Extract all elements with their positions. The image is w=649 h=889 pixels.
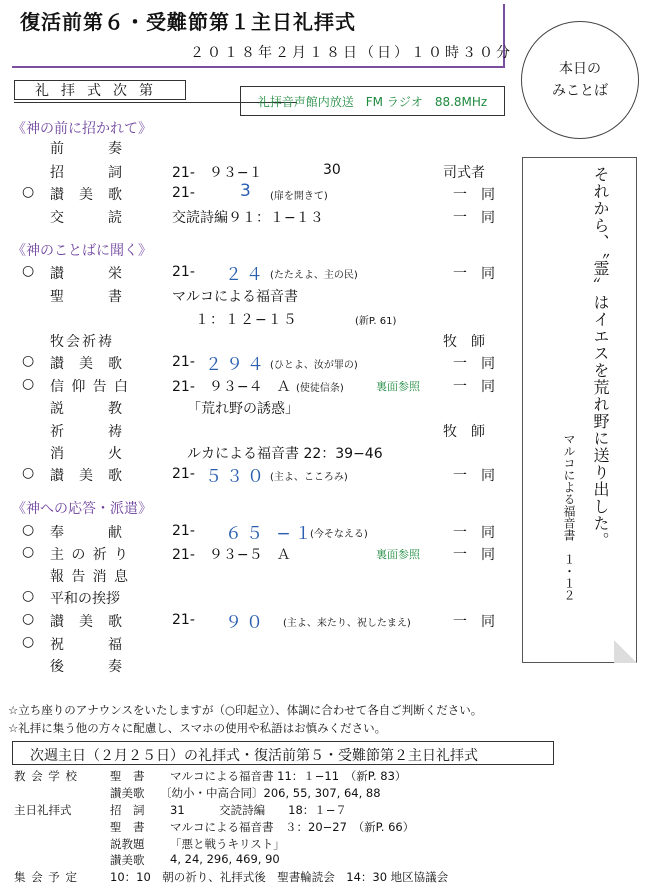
praise-title: (たたえよ、主の民) bbox=[270, 270, 358, 281]
note-etiquette: ☆礼拝に集う他の方々に配慮し、スマホの使用や私語はお慎みください。 bbox=[8, 721, 387, 735]
call-number-2: 30 bbox=[323, 162, 341, 178]
offering-prefix: 21- bbox=[172, 523, 195, 539]
church-school-label: 教 会 学 校 bbox=[14, 769, 78, 783]
hymn4-label: 讃 美 歌 bbox=[50, 614, 122, 630]
peace-greeting-label: 平和の挨拶 bbox=[50, 591, 120, 607]
note-standing: ☆立ち座りのアナウンスをいたしますが（○印起立）、体調に合わせて各自ご判断ください。 bbox=[8, 703, 483, 717]
hymn4-prefix: 21- bbox=[172, 612, 195, 628]
verse-reference: マルコによる福音書 １・１２ bbox=[562, 433, 576, 601]
ms-hymn-label: 讃美歌 bbox=[110, 853, 145, 867]
call-role: 司式者 bbox=[443, 165, 485, 181]
hymn1-label: 讃 美 歌 bbox=[50, 187, 122, 203]
hymn3-prefix: 21- bbox=[172, 466, 195, 482]
sermon-title: 「荒れ野の誘惑」 bbox=[187, 401, 299, 417]
scripture-book: マルコによる福音書 bbox=[172, 289, 298, 305]
scripture-page: (新P. 61) bbox=[355, 316, 397, 327]
responsive-text: 交読詩編９１：１−１３ bbox=[172, 210, 324, 226]
meetings-schedule: 10：10 朝の祈り、礼拝式後 聖書輪読会 14：30 地区協議会 bbox=[110, 870, 449, 884]
pastoral-prayer-role: 牧 師 bbox=[443, 334, 485, 350]
main-service-label: 主日礼拝式 bbox=[14, 803, 72, 817]
creed-title: (使徒信条) bbox=[296, 383, 344, 394]
service-date: ２０１８年２月１８日（日）１０時３０分 bbox=[190, 45, 513, 61]
announcements-label: 報 告 消 息 bbox=[50, 569, 128, 585]
prelude-label: 前 奏 bbox=[50, 141, 122, 157]
call-label: 招 詞 bbox=[50, 165, 122, 181]
hymn2-prefix: 21- bbox=[172, 354, 195, 370]
hymn4-title: (主よ、来たり、祝したまえ) bbox=[283, 618, 411, 629]
verse-text: それから、〝霊〟はイエスを荒れ野に送り出した。 bbox=[591, 166, 610, 549]
ms-sermon-label: 説教題 bbox=[110, 837, 145, 851]
stand-mark: ○ bbox=[22, 634, 35, 650]
offering-label: 奉 献 bbox=[50, 525, 122, 541]
extinguish-text: ルカによる福音書 22：39−46 bbox=[187, 446, 383, 462]
ms-call: 31 交読詩編 18：１−７ bbox=[170, 803, 347, 817]
cs-hymn-label: 讃美歌 bbox=[110, 786, 145, 800]
page-title: 復活前第６・受難節第１主日礼拝式 bbox=[20, 10, 356, 34]
praise-prefix: 21- bbox=[172, 264, 195, 280]
todays-word-circle bbox=[521, 21, 639, 139]
creed-number: 21- ９３−４ Ａ bbox=[172, 379, 291, 395]
cs-hymns: 〔幼小・中高合同〕206, 55, 307, 64, 88 bbox=[160, 786, 381, 800]
section-heading-2: 《神のことばに聞く》 bbox=[12, 243, 152, 259]
hymn3-number: ５３０ bbox=[205, 467, 268, 487]
hymn1-number: 3 bbox=[240, 181, 255, 201]
verse-box bbox=[522, 157, 637, 663]
prayer-role: 牧 師 bbox=[443, 424, 485, 440]
stand-mark: ○ bbox=[22, 353, 35, 369]
hymn2-number: ２９４ bbox=[205, 355, 268, 375]
responsive-label: 交 読 bbox=[50, 210, 122, 226]
prayer-label: 祈 祷 bbox=[50, 424, 122, 440]
stand-mark: ○ bbox=[22, 184, 35, 200]
sermon-label: 説 教 bbox=[50, 401, 122, 417]
hymn2-label: 讃 美 歌 bbox=[50, 356, 122, 372]
lords-prayer-all: 一 同 bbox=[453, 547, 495, 563]
todays-word-line1: 本日の bbox=[559, 61, 601, 77]
ms-scripture-label: 聖 書 bbox=[110, 820, 145, 834]
todays-word-line2: みことば bbox=[552, 83, 608, 99]
ms-scripture: マルコによる福音書 ３：20−27 （新P. 66） bbox=[170, 820, 415, 834]
hymn3-label: 讃 美 歌 bbox=[50, 468, 122, 484]
creed-label: 信 仰 告 白 bbox=[50, 379, 128, 395]
responsive-all: 一 同 bbox=[453, 210, 495, 226]
hymn2-all: 一 同 bbox=[453, 356, 495, 372]
section-heading-1: 《神の前に招かれて》 bbox=[12, 121, 152, 137]
scripture-label: 聖 書 bbox=[50, 289, 122, 305]
pastoral-prayer-label: 牧会祈祷 bbox=[50, 334, 114, 350]
stand-mark: ○ bbox=[22, 376, 35, 392]
lords-prayer-see-reverse: 裏面参照 bbox=[376, 548, 420, 561]
hymn3-all: 一 同 bbox=[453, 468, 495, 484]
stand-mark: ○ bbox=[22, 544, 35, 560]
extinguish-label: 消 火 bbox=[50, 446, 122, 462]
offering-number: ６５ −１ bbox=[225, 524, 316, 544]
order-of-worship-label: 礼拝式次第 bbox=[14, 80, 186, 100]
cs-scripture: マルコによる福音書 11：１−11 （新P. 83） bbox=[170, 769, 407, 783]
lords-prayer-number: 21- ９３−５ Ａ bbox=[172, 547, 291, 563]
hymn3-title: (主よ、こころみ) bbox=[270, 472, 348, 483]
hymn1-prefix: 21- bbox=[172, 185, 195, 201]
section-heading-3: 《神への応答・派遣》 bbox=[12, 501, 152, 517]
meetings-label: 集 会 予 定 bbox=[14, 870, 78, 884]
stand-mark: ○ bbox=[22, 588, 35, 604]
praise-label: 讃 栄 bbox=[50, 266, 122, 282]
stand-mark: ○ bbox=[22, 263, 35, 279]
hymn4-all: 一 同 bbox=[453, 614, 495, 630]
hymn2-title: (ひとよ、汝が罪の) bbox=[270, 360, 358, 371]
scripture-reference: １：１２−１５ bbox=[195, 312, 298, 328]
hymn1-all: 一 同 bbox=[453, 187, 495, 203]
call-number: 21- ９３−１ bbox=[172, 165, 263, 181]
creed-see-reverse: 裏面参照 bbox=[376, 380, 420, 393]
cs-scripture-label: 聖 書 bbox=[110, 769, 145, 783]
ms-hymns: 4, 24, 296, 469, 90 bbox=[170, 852, 280, 866]
offering-all: 一 同 bbox=[453, 525, 495, 541]
postlude-label: 後 奏 bbox=[50, 659, 122, 675]
creed-all: 一 同 bbox=[453, 379, 495, 395]
ms-call-label: 招 詞 bbox=[110, 803, 145, 817]
stand-mark: ○ bbox=[22, 611, 35, 627]
page-curl bbox=[614, 640, 637, 663]
lords-prayer-label: 主 の 祈 り bbox=[50, 547, 128, 563]
hymn1-title: (扉を開きて) bbox=[270, 191, 328, 202]
blessing-label: 祝 福 bbox=[50, 637, 122, 653]
praise-number: ２４ bbox=[225, 265, 267, 285]
hymn4-number: ９０ bbox=[225, 613, 267, 633]
offering-title: (今そなえる) bbox=[310, 529, 368, 540]
ms-sermon-title: 「悪と戦うキリスト」 bbox=[170, 837, 285, 851]
next-week-title: 次週主日（２月２５日）の礼拝式・復活前第５・受難節第２主日礼拝式 bbox=[30, 748, 478, 764]
praise-all: 一 同 bbox=[453, 266, 495, 282]
broadcast-info: 礼拝音声館内放送 FM ラジオ 88.8MHz bbox=[240, 86, 505, 116]
stand-mark: ○ bbox=[22, 522, 35, 538]
stand-mark: ○ bbox=[22, 465, 35, 481]
